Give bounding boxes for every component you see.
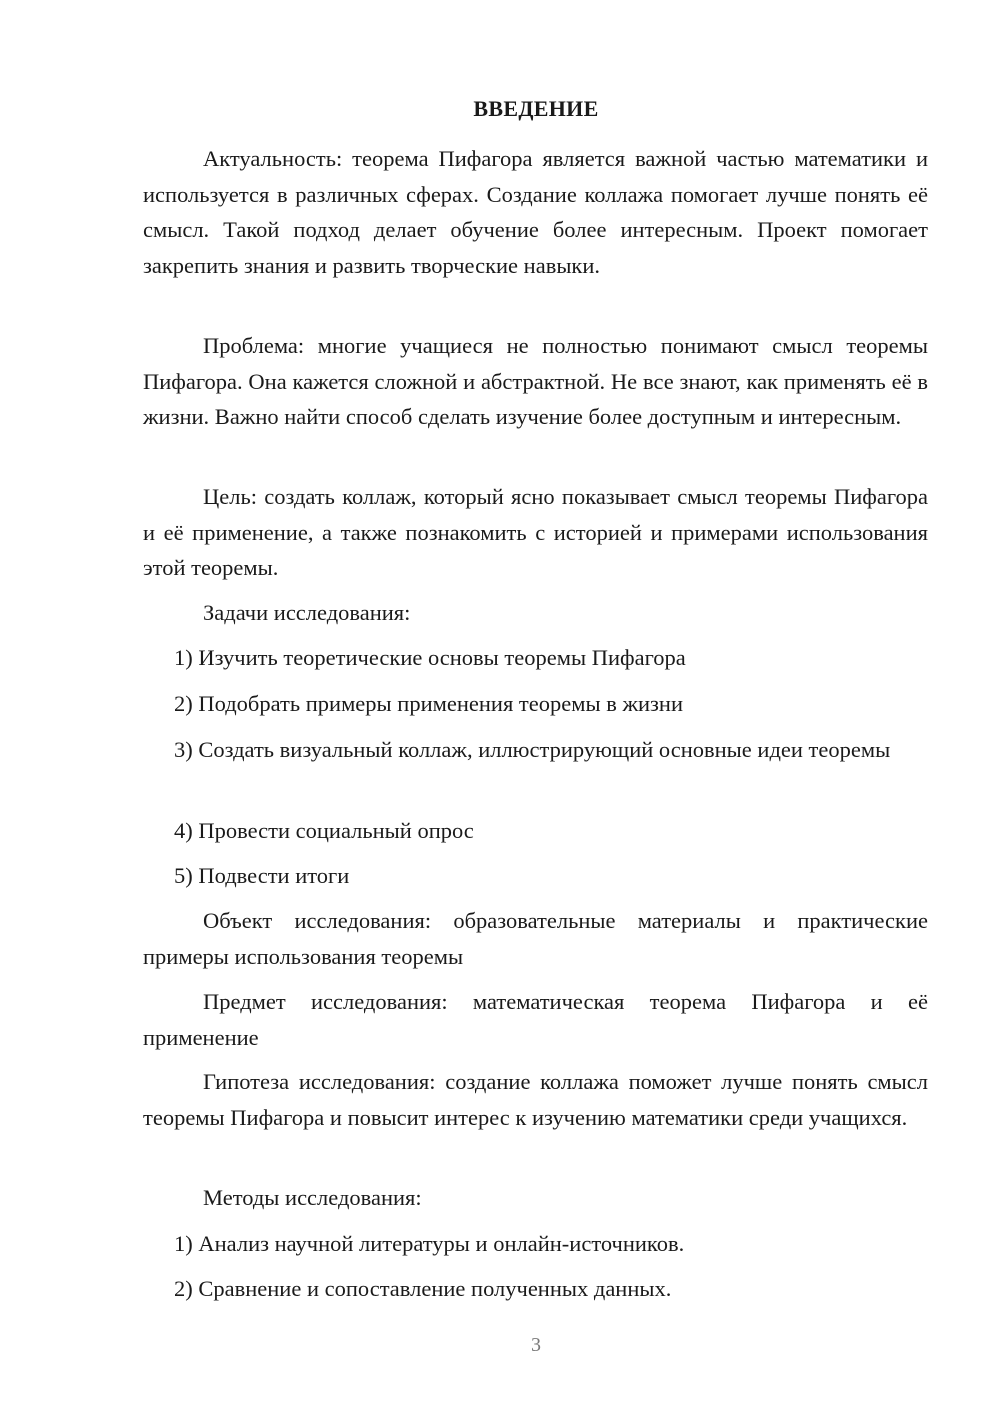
relevance-paragraph: [143, 141, 928, 283]
task-item-3-text: 3) Создать визуальный коллаж, иллюстрирующий основные идеи теоремы: [174, 737, 891, 762]
problem-text: Проблема: многие учащиеся не полностью понимают смысл теоремы Пифагора. Она кажется сложной и абстрактной. Не все знают, как применять её в жизни. Важно найти способ сделать изучение более доступным и интересным.: [143, 333, 928, 429]
tasks-heading: Задачи исследования:: [203, 600, 411, 625]
goal-paragraph: [143, 479, 928, 586]
relevance-text: Актуальность: теорема Пифагора является важной частью математики и используется в различных сферах. Создание коллажа помогает лучше понять её смысл. Такой подход делает обучение более интересным. Проект помогает закрепить знания и развить творческие навыки.: [143, 146, 928, 278]
hypothesis-text: Гипотеза исследования: создание коллажа поможет лучше понять смысл теоремы Пифагора и повысит интерес к изучению математики среди учащихся.: [143, 1069, 928, 1130]
problem-paragraph: [143, 328, 928, 435]
task-item-3: [143, 732, 928, 768]
object-paragraph: [143, 903, 928, 974]
methods-heading: Методы исследования:: [203, 1185, 422, 1210]
hypothesis-paragraph: [143, 1064, 928, 1135]
task-item-5: 5) Подвести итоги: [174, 863, 350, 888]
object-text: Объект исследования: образовательные материалы и практические примеры использования теоремы: [143, 908, 928, 969]
page-number: 3: [531, 1334, 541, 1356]
tasks-heading-paragraph: [143, 595, 928, 631]
goal-text: Цель: создать коллаж, который ясно показывает смысл теоремы Пифагора и её применение, а также познакомить с историей и примерами использования этой теоремы.: [143, 484, 928, 580]
section-title: ВВЕДЕНИЕ: [473, 96, 599, 121]
subject-text: Предмет исследования: математическая теорема Пифагора и её применение: [143, 989, 928, 1050]
method-item-1: 1) Анализ научной литературы и онлайн-источников.: [174, 1231, 685, 1256]
method-item-2: 2) Сравнение и сопоставление полученных данных.: [174, 1276, 672, 1301]
task-item-4: 4) Провести социальный опрос: [174, 818, 474, 843]
task-item-1: 1) Изучить теоретические основы теоремы Пифагора: [174, 645, 686, 670]
subject-paragraph: [143, 984, 928, 1055]
task-item-2: 2) Подобрать примеры применения теоремы в жизни: [174, 691, 684, 716]
methods-heading-paragraph: [143, 1180, 928, 1216]
